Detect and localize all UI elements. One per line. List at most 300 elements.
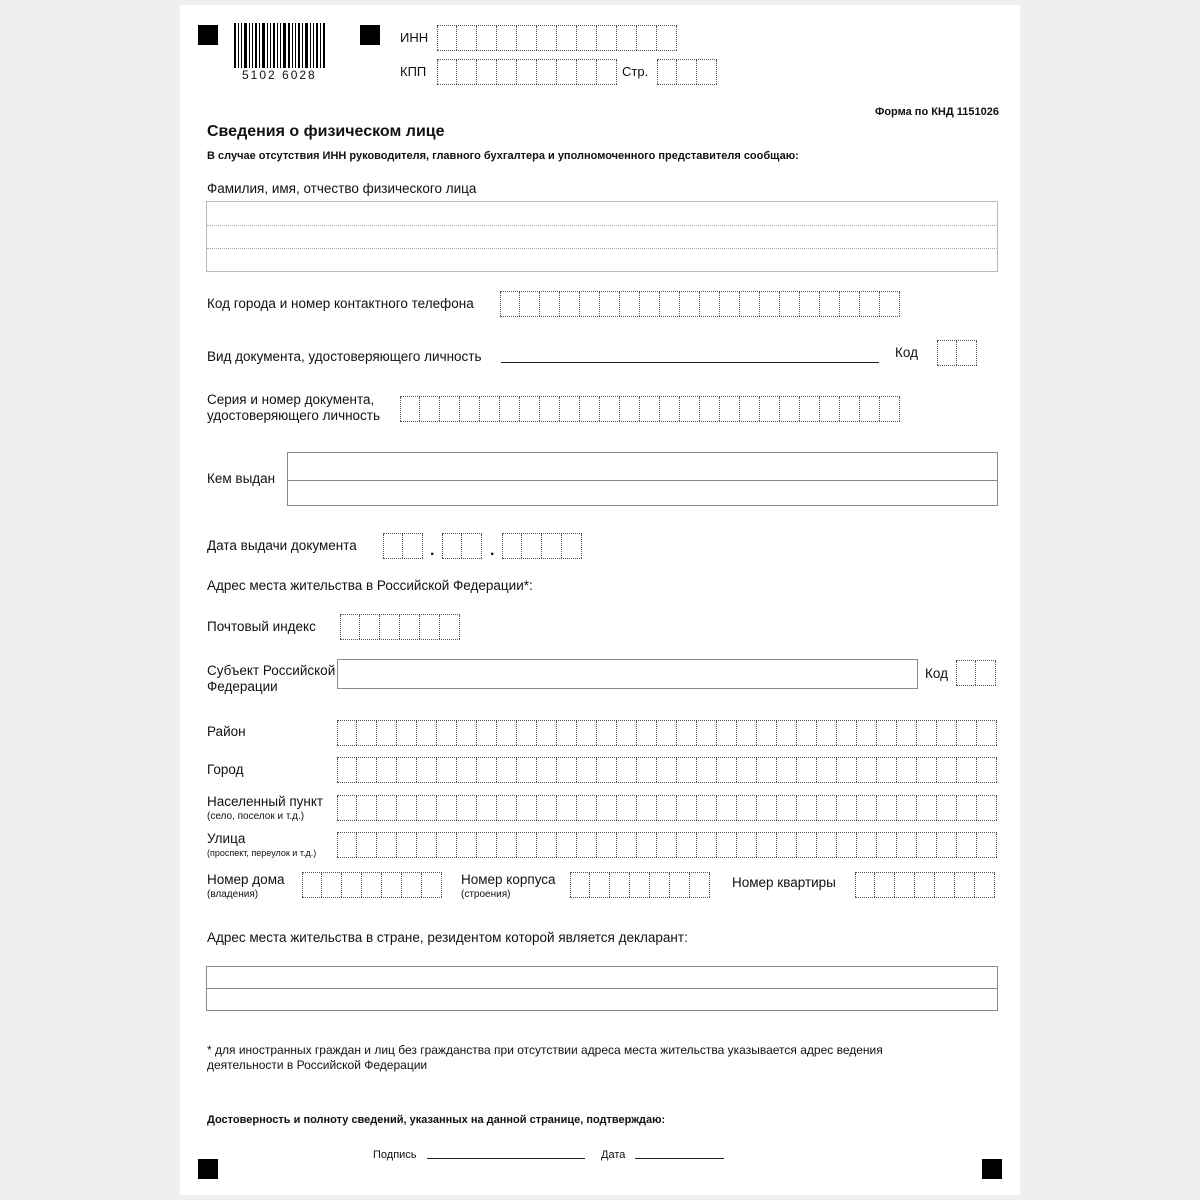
issue-month-input[interactable] bbox=[442, 533, 482, 559]
input-cell[interactable] bbox=[437, 758, 457, 782]
input-cell[interactable] bbox=[976, 661, 996, 685]
input-cell[interactable] bbox=[975, 873, 995, 897]
input-cell[interactable] bbox=[797, 721, 817, 745]
subject-code-input[interactable] bbox=[956, 660, 996, 686]
input-cell[interactable] bbox=[700, 397, 720, 421]
input-cell[interactable] bbox=[537, 796, 557, 820]
input-cell[interactable] bbox=[935, 873, 955, 897]
apartment-input[interactable] bbox=[855, 872, 995, 898]
input-cell[interactable] bbox=[857, 721, 877, 745]
barcode-bar bbox=[244, 23, 247, 68]
input-cell[interactable] bbox=[357, 833, 377, 857]
input-cell[interactable] bbox=[877, 796, 897, 820]
input-cell[interactable] bbox=[737, 758, 757, 782]
input-cell[interactable] bbox=[537, 26, 557, 50]
doc-type-input[interactable] bbox=[501, 362, 879, 363]
input-cell[interactable] bbox=[597, 833, 617, 857]
input-cell[interactable] bbox=[457, 833, 477, 857]
input-cell[interactable] bbox=[915, 873, 935, 897]
input-cell[interactable] bbox=[557, 796, 577, 820]
input-cell[interactable] bbox=[977, 796, 997, 820]
input-cell[interactable] bbox=[660, 397, 680, 421]
input-cell[interactable] bbox=[977, 721, 997, 745]
building-input[interactable] bbox=[570, 872, 710, 898]
input-cell[interactable] bbox=[895, 873, 915, 897]
input-cell[interactable] bbox=[840, 397, 860, 421]
input-cell[interactable] bbox=[760, 397, 780, 421]
input-cell[interactable] bbox=[557, 26, 577, 50]
input-cell[interactable] bbox=[480, 397, 500, 421]
input-cell[interactable] bbox=[357, 796, 377, 820]
input-cell[interactable] bbox=[917, 833, 937, 857]
input-cell[interactable] bbox=[817, 833, 837, 857]
input-cell[interactable] bbox=[780, 292, 800, 316]
postal-label: Почтовый индекс bbox=[207, 619, 316, 634]
input-cell[interactable] bbox=[957, 833, 977, 857]
input-cell[interactable] bbox=[720, 397, 740, 421]
input-cell[interactable] bbox=[420, 615, 440, 639]
barcode-bar bbox=[280, 23, 281, 68]
apartment-label: Номер квартиры bbox=[732, 875, 836, 890]
input-cell[interactable] bbox=[397, 758, 417, 782]
input-cell[interactable] bbox=[400, 397, 420, 421]
input-cell[interactable] bbox=[377, 833, 397, 857]
input-cell[interactable] bbox=[610, 873, 630, 897]
input-cell[interactable] bbox=[677, 796, 697, 820]
input-cell[interactable] bbox=[497, 26, 517, 50]
input-cell[interactable] bbox=[817, 758, 837, 782]
input-cell[interactable] bbox=[377, 758, 397, 782]
input-cell[interactable] bbox=[917, 758, 937, 782]
input-cell[interactable] bbox=[597, 60, 617, 84]
settlement-hint: (село, поселок и т.д.) bbox=[207, 811, 305, 822]
input-cell[interactable] bbox=[517, 758, 537, 782]
input-cell[interactable] bbox=[780, 397, 800, 421]
input-cell[interactable] bbox=[800, 292, 820, 316]
input-cell[interactable] bbox=[880, 292, 900, 316]
input-cell[interactable] bbox=[417, 721, 437, 745]
input-cell[interactable] bbox=[837, 721, 857, 745]
input-cell[interactable] bbox=[422, 873, 442, 897]
input-cell[interactable] bbox=[517, 26, 537, 50]
input-cell[interactable] bbox=[337, 796, 357, 820]
issued-by-row-divider bbox=[288, 480, 997, 481]
input-cell[interactable] bbox=[657, 26, 677, 50]
input-cell[interactable] bbox=[857, 833, 877, 857]
input-cell[interactable] bbox=[680, 397, 700, 421]
input-cell[interactable] bbox=[520, 397, 540, 421]
barcode-bar bbox=[295, 23, 296, 68]
input-cell[interactable] bbox=[560, 292, 580, 316]
input-cell[interactable] bbox=[877, 758, 897, 782]
inn-input[interactable] bbox=[437, 25, 677, 51]
input-cell[interactable] bbox=[717, 758, 737, 782]
input-cell[interactable] bbox=[402, 873, 422, 897]
input-cell[interactable] bbox=[855, 873, 875, 897]
input-cell[interactable] bbox=[477, 758, 497, 782]
barcode-bar bbox=[283, 23, 286, 68]
input-cell[interactable] bbox=[737, 796, 757, 820]
input-cell[interactable] bbox=[637, 758, 657, 782]
barcode-bar bbox=[234, 23, 236, 68]
settlement-input[interactable] bbox=[337, 795, 997, 821]
input-cell[interactable] bbox=[537, 60, 557, 84]
input-cell[interactable] bbox=[797, 758, 817, 782]
input-cell[interactable] bbox=[697, 758, 717, 782]
input-cell[interactable] bbox=[717, 796, 737, 820]
input-cell[interactable] bbox=[640, 397, 660, 421]
input-cell[interactable] bbox=[877, 721, 897, 745]
input-cell[interactable] bbox=[617, 796, 637, 820]
input-cell[interactable] bbox=[397, 833, 417, 857]
input-cell[interactable] bbox=[897, 796, 917, 820]
input-cell[interactable] bbox=[542, 534, 562, 558]
input-cell[interactable] bbox=[457, 721, 477, 745]
street-label: Улица bbox=[207, 831, 246, 846]
issued-by-input[interactable] bbox=[287, 452, 998, 506]
input-cell[interactable] bbox=[630, 873, 650, 897]
input-cell[interactable] bbox=[302, 873, 322, 897]
input-cell[interactable] bbox=[577, 758, 597, 782]
input-cell[interactable] bbox=[857, 796, 877, 820]
input-cell[interactable] bbox=[357, 721, 377, 745]
input-cell[interactable] bbox=[840, 292, 860, 316]
input-cell[interactable] bbox=[657, 60, 677, 84]
input-cell[interactable] bbox=[597, 721, 617, 745]
input-cell[interactable] bbox=[757, 758, 777, 782]
input-cell[interactable] bbox=[637, 796, 657, 820]
kpp-input[interactable] bbox=[437, 59, 617, 85]
doc-series-input[interactable] bbox=[400, 396, 900, 422]
barcode-bar bbox=[238, 23, 239, 68]
input-cell[interactable] bbox=[337, 833, 357, 857]
input-cell[interactable] bbox=[955, 873, 975, 897]
input-cell[interactable] bbox=[462, 534, 482, 558]
input-cell[interactable] bbox=[677, 60, 697, 84]
issue-date-label: Дата выдачи документа bbox=[207, 538, 357, 553]
input-cell[interactable] bbox=[457, 796, 477, 820]
barcode-bar bbox=[273, 23, 275, 68]
input-cell[interactable] bbox=[977, 758, 997, 782]
input-cell[interactable] bbox=[380, 615, 400, 639]
input-cell[interactable] bbox=[757, 796, 777, 820]
input-cell[interactable] bbox=[777, 796, 797, 820]
input-cell[interactable] bbox=[497, 60, 517, 84]
input-cell[interactable] bbox=[777, 758, 797, 782]
input-cell[interactable] bbox=[617, 758, 637, 782]
input-cell[interactable] bbox=[477, 796, 497, 820]
input-cell[interactable] bbox=[437, 60, 457, 84]
phone-label: Код города и номер контактного телефона bbox=[207, 296, 474, 311]
input-cell[interactable] bbox=[557, 758, 577, 782]
input-cell[interactable] bbox=[517, 60, 537, 84]
footnote-line-2: деятельности в Российской Федерации bbox=[207, 1058, 428, 1072]
input-cell[interactable] bbox=[777, 721, 797, 745]
input-cell[interactable] bbox=[577, 26, 597, 50]
input-cell[interactable] bbox=[657, 796, 677, 820]
barcode-bar bbox=[277, 23, 278, 68]
input-cell[interactable] bbox=[437, 721, 457, 745]
district-label: Район bbox=[207, 724, 246, 739]
input-cell[interactable] bbox=[457, 26, 477, 50]
input-cell[interactable] bbox=[382, 873, 402, 897]
input-cell[interactable] bbox=[460, 397, 480, 421]
input-cell[interactable] bbox=[820, 292, 840, 316]
issued-by-label: Кем выдан bbox=[207, 471, 276, 486]
barcode-bar bbox=[249, 23, 250, 68]
input-cell[interactable] bbox=[403, 534, 423, 558]
foreign-address-row-divider bbox=[207, 988, 997, 989]
signature-line[interactable] bbox=[427, 1158, 585, 1159]
input-cell[interactable] bbox=[837, 758, 857, 782]
form-code: Форма по КНД 1151026 bbox=[874, 106, 999, 118]
input-cell[interactable] bbox=[557, 60, 577, 84]
input-cell[interactable] bbox=[717, 721, 737, 745]
street-input[interactable] bbox=[337, 832, 997, 858]
input-cell[interactable] bbox=[377, 796, 397, 820]
input-cell[interactable] bbox=[457, 758, 477, 782]
input-cell[interactable] bbox=[477, 833, 497, 857]
input-cell[interactable] bbox=[477, 60, 497, 84]
input-cell[interactable] bbox=[342, 873, 362, 897]
input-cell[interactable] bbox=[740, 397, 760, 421]
input-cell[interactable] bbox=[397, 796, 417, 820]
input-cell[interactable] bbox=[397, 721, 417, 745]
input-cell[interactable] bbox=[875, 873, 895, 897]
barcode-bar bbox=[270, 23, 271, 68]
input-cell[interactable] bbox=[697, 833, 717, 857]
input-cell[interactable] bbox=[457, 60, 477, 84]
input-cell[interactable] bbox=[540, 397, 560, 421]
input-cell[interactable] bbox=[360, 615, 380, 639]
input-cell[interactable] bbox=[383, 534, 403, 558]
input-cell[interactable] bbox=[740, 292, 760, 316]
input-cell[interactable] bbox=[600, 397, 620, 421]
input-cell[interactable] bbox=[522, 534, 542, 558]
phone-input[interactable] bbox=[500, 291, 900, 317]
input-cell[interactable] bbox=[417, 833, 437, 857]
input-cell[interactable] bbox=[502, 534, 522, 558]
doc-type-label: Вид документа, удостоверяющего личность bbox=[207, 349, 482, 364]
input-cell[interactable] bbox=[800, 397, 820, 421]
input-cell[interactable] bbox=[917, 796, 937, 820]
input-cell[interactable] bbox=[757, 833, 777, 857]
input-cell[interactable] bbox=[797, 796, 817, 820]
issue-day-input[interactable] bbox=[383, 533, 423, 559]
input-cell[interactable] bbox=[860, 397, 880, 421]
input-cell[interactable] bbox=[417, 796, 437, 820]
input-cell[interactable] bbox=[897, 833, 917, 857]
input-cell[interactable] bbox=[517, 796, 537, 820]
input-cell[interactable] bbox=[657, 833, 677, 857]
input-cell[interactable] bbox=[817, 796, 837, 820]
input-cell[interactable] bbox=[956, 661, 976, 685]
input-cell[interactable] bbox=[420, 397, 440, 421]
input-cell[interactable] bbox=[697, 721, 717, 745]
date-line[interactable] bbox=[635, 1158, 724, 1159]
input-cell[interactable] bbox=[817, 721, 837, 745]
input-cell[interactable] bbox=[737, 833, 757, 857]
input-cell[interactable] bbox=[657, 758, 677, 782]
input-cell[interactable] bbox=[957, 721, 977, 745]
input-cell[interactable] bbox=[537, 758, 557, 782]
input-cell[interactable] bbox=[777, 833, 797, 857]
input-cell[interactable] bbox=[697, 60, 717, 84]
input-cell[interactable] bbox=[797, 833, 817, 857]
input-cell[interactable] bbox=[700, 292, 720, 316]
input-cell[interactable] bbox=[497, 721, 517, 745]
doc-code-input[interactable] bbox=[937, 340, 977, 366]
input-cell[interactable] bbox=[650, 873, 670, 897]
input-cell[interactable] bbox=[640, 292, 660, 316]
input-cell[interactable] bbox=[517, 721, 537, 745]
issue-year-input[interactable] bbox=[502, 533, 582, 559]
input-cell[interactable] bbox=[597, 26, 617, 50]
input-cell[interactable] bbox=[977, 833, 997, 857]
input-cell[interactable] bbox=[500, 292, 520, 316]
input-cell[interactable] bbox=[677, 833, 697, 857]
input-cell[interactable] bbox=[660, 292, 680, 316]
input-cell[interactable] bbox=[637, 721, 657, 745]
input-cell[interactable] bbox=[597, 796, 617, 820]
input-cell[interactable] bbox=[697, 796, 717, 820]
input-cell[interactable] bbox=[540, 292, 560, 316]
input-cell[interactable] bbox=[937, 796, 957, 820]
house-input[interactable] bbox=[302, 872, 442, 898]
input-cell[interactable] bbox=[617, 721, 637, 745]
input-cell[interactable] bbox=[440, 615, 460, 639]
input-cell[interactable] bbox=[837, 833, 857, 857]
footnote-line-1: * для иностранных граждан и лиц без гражданства при отсутствии адреса места жительства указывается адрес ведения bbox=[207, 1043, 883, 1057]
input-cell[interactable] bbox=[562, 534, 582, 558]
barcode-bar bbox=[252, 23, 253, 68]
input-cell[interactable] bbox=[657, 721, 677, 745]
postal-index-input[interactable] bbox=[340, 614, 460, 640]
subject-input[interactable] bbox=[337, 659, 918, 689]
input-cell[interactable] bbox=[677, 758, 697, 782]
page-number-input[interactable] bbox=[657, 59, 717, 85]
date-separator: . bbox=[490, 542, 495, 559]
fio-input[interactable] bbox=[206, 201, 998, 272]
input-cell[interactable] bbox=[897, 721, 917, 745]
input-cell[interactable] bbox=[570, 873, 590, 897]
input-cell[interactable] bbox=[477, 721, 497, 745]
input-cell[interactable] bbox=[957, 758, 977, 782]
input-cell[interactable] bbox=[537, 833, 557, 857]
input-cell[interactable] bbox=[937, 833, 957, 857]
input-cell[interactable] bbox=[577, 833, 597, 857]
input-cell[interactable] bbox=[437, 833, 457, 857]
input-cell[interactable] bbox=[680, 292, 700, 316]
input-cell[interactable] bbox=[440, 397, 460, 421]
input-cell[interactable] bbox=[580, 397, 600, 421]
input-cell[interactable] bbox=[670, 873, 690, 897]
signature-label: Подпись bbox=[373, 1149, 417, 1161]
input-cell[interactable] bbox=[837, 796, 857, 820]
input-cell[interactable] bbox=[600, 292, 620, 316]
input-cell[interactable] bbox=[917, 721, 937, 745]
input-cell[interactable] bbox=[957, 341, 977, 365]
input-cell[interactable] bbox=[377, 721, 397, 745]
input-cell[interactable] bbox=[620, 292, 640, 316]
input-cell[interactable] bbox=[877, 833, 897, 857]
input-cell[interactable] bbox=[937, 721, 957, 745]
input-cell[interactable] bbox=[637, 833, 657, 857]
foreign-address-input[interactable] bbox=[206, 966, 998, 1011]
fio-label: Фамилия, имя, отчество физического лица bbox=[207, 181, 477, 196]
district-input[interactable] bbox=[337, 720, 997, 746]
input-cell[interactable] bbox=[557, 833, 577, 857]
input-cell[interactable] bbox=[437, 26, 457, 50]
input-cell[interactable] bbox=[577, 721, 597, 745]
input-cell[interactable] bbox=[322, 873, 342, 897]
input-cell[interactable] bbox=[520, 292, 540, 316]
input-cell[interactable] bbox=[717, 833, 737, 857]
city-input[interactable] bbox=[337, 757, 997, 783]
input-cell[interactable] bbox=[860, 292, 880, 316]
input-cell[interactable] bbox=[500, 397, 520, 421]
input-cell[interactable] bbox=[677, 721, 697, 745]
barcode-bar bbox=[241, 23, 242, 68]
barcode-bar bbox=[298, 23, 300, 68]
input-cell[interactable] bbox=[560, 397, 580, 421]
input-cell[interactable] bbox=[577, 60, 597, 84]
input-cell[interactable] bbox=[590, 873, 610, 897]
input-cell[interactable] bbox=[757, 721, 777, 745]
input-cell[interactable] bbox=[820, 397, 840, 421]
input-cell[interactable] bbox=[637, 26, 657, 50]
input-cell[interactable] bbox=[400, 615, 420, 639]
address-rf-label: Адрес места жительства в Российской Федерации*: bbox=[207, 578, 533, 593]
input-cell[interactable] bbox=[497, 833, 517, 857]
input-cell[interactable] bbox=[497, 758, 517, 782]
input-cell[interactable] bbox=[957, 796, 977, 820]
input-cell[interactable] bbox=[337, 758, 357, 782]
input-cell[interactable] bbox=[760, 292, 780, 316]
barcode-bar bbox=[255, 23, 257, 68]
barcode-bar bbox=[259, 23, 260, 68]
input-cell[interactable] bbox=[857, 758, 877, 782]
input-cell[interactable] bbox=[497, 796, 517, 820]
input-cell[interactable] bbox=[597, 758, 617, 782]
input-cell[interactable] bbox=[442, 534, 462, 558]
input-cell[interactable] bbox=[357, 758, 377, 782]
input-cell[interactable] bbox=[737, 721, 757, 745]
input-cell[interactable] bbox=[477, 26, 497, 50]
input-cell[interactable] bbox=[620, 397, 640, 421]
input-cell[interactable] bbox=[437, 796, 457, 820]
input-cell[interactable] bbox=[537, 721, 557, 745]
input-cell[interactable] bbox=[880, 397, 900, 421]
input-cell[interactable] bbox=[517, 833, 537, 857]
input-cell[interactable] bbox=[580, 292, 600, 316]
input-cell[interactable] bbox=[577, 796, 597, 820]
input-cell[interactable] bbox=[617, 833, 637, 857]
input-cell[interactable] bbox=[557, 721, 577, 745]
input-cell[interactable] bbox=[362, 873, 382, 897]
input-cell[interactable] bbox=[720, 292, 740, 316]
input-cell[interactable] bbox=[897, 758, 917, 782]
input-cell[interactable] bbox=[690, 873, 710, 897]
input-cell[interactable] bbox=[937, 341, 957, 365]
input-cell[interactable] bbox=[337, 721, 357, 745]
corner-marker-bottom-left bbox=[198, 1159, 218, 1179]
input-cell[interactable] bbox=[937, 758, 957, 782]
input-cell[interactable] bbox=[617, 26, 637, 50]
doc-code-label: Код bbox=[895, 345, 918, 360]
input-cell[interactable] bbox=[417, 758, 437, 782]
input-cell[interactable] bbox=[340, 615, 360, 639]
